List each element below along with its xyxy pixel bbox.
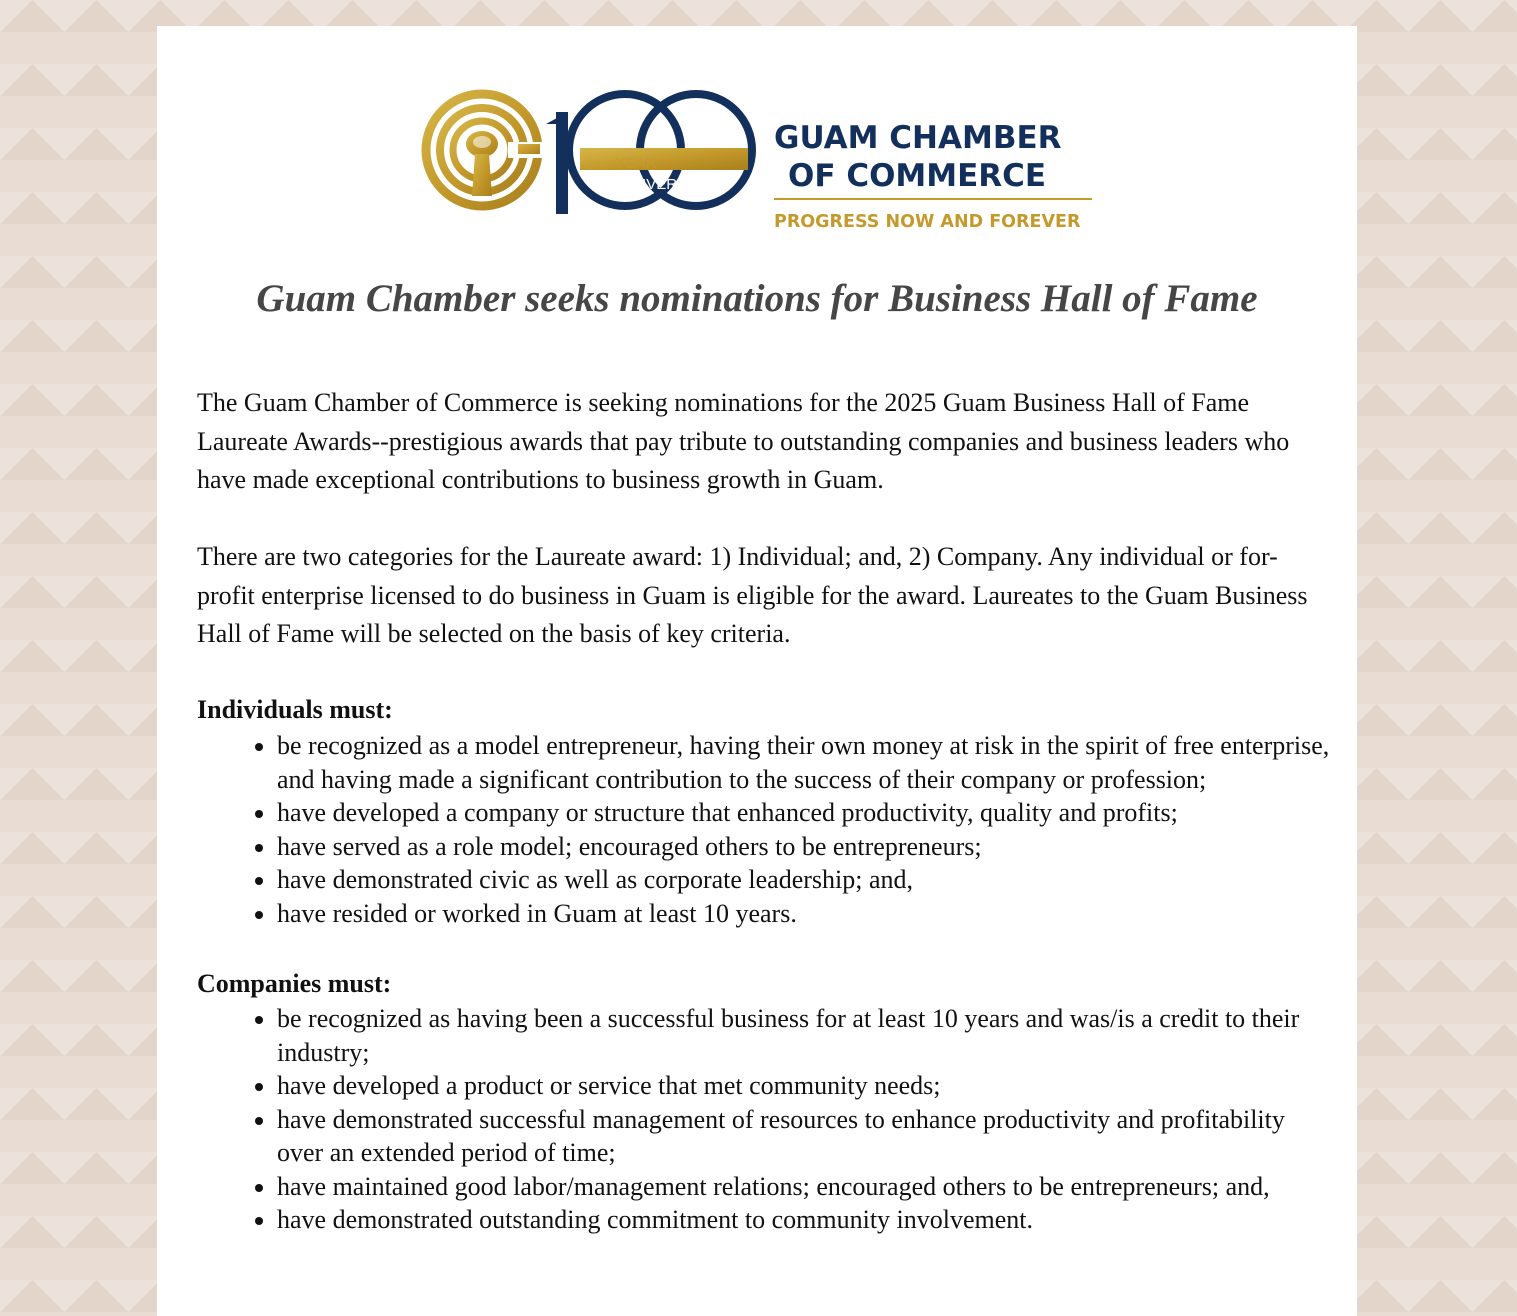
article-headline: Guam Chamber seeks nominations for Business Hall of Fame xyxy=(256,277,1258,320)
one-hundred-numerals xyxy=(546,94,752,214)
categories-paragraph: There are two categories for the Laureate award: 1) Individual; and, 2) Company. Any individual or for-profit enterprise licensed to do business in Guam is eligible for the award. Laureates to the Guam Business Hall of Fame will be selected on the basis of key criteria. xyxy=(197,542,1308,648)
logo-anniversary-text: ANNIVERSARY xyxy=(610,176,718,193)
list-item: • have served as a role model; encouraged others to be entrepreneurs; xyxy=(277,830,1337,864)
list-item: • have resided or worked in Guam at least 10 years. xyxy=(277,897,1337,931)
individuals-criteria-list xyxy=(237,729,1337,930)
list-item: • be recognized as a model entrepreneur, having their own money at risk in the spirit of free enterprise, and having made a significant contribution to the success of their company or profession; xyxy=(277,729,1337,796)
list-item: • have maintained good labor/management relations; encouraged others to be entrepreneurs; and, xyxy=(277,1170,1337,1204)
list-item: • have developed a company or structure that enhanced productivity, quality and profits; xyxy=(277,796,1337,830)
chamber-100-year-logo[interactable] xyxy=(420,84,1100,232)
list-item: • have demonstrated outstanding commitment to community involvement. xyxy=(277,1203,1337,1237)
companies-criteria-list xyxy=(237,1002,1337,1237)
logo-year-text: YEAR xyxy=(615,155,657,172)
logo-org-line2: OF COMMERCE xyxy=(788,158,1047,194)
logo-tagline: PROGRESS NOW AND FOREVER xyxy=(774,212,1081,232)
list-item: • be recognized as having been a successful business for at least 10 years and was/is a credit to their industry; xyxy=(277,1002,1337,1069)
newsletter-card xyxy=(157,26,1357,1316)
individuals-heading: Individuals must: xyxy=(197,695,393,724)
list-item: • have developed a product or service that met community needs; xyxy=(277,1069,1337,1103)
intro-paragraph: The Guam Chamber of Commerce is seeking nominations for the 2025 Guam Business Hall of Fame Laureate Awards--prestigious awards that pay tribute to outstanding companies and business leaders who have made exceptional contributions to business growth in Guam. xyxy=(197,388,1290,494)
gold-g-seal-icon xyxy=(426,94,548,206)
companies-heading: Companies must: xyxy=(197,969,392,998)
list-item: • have demonstrated successful management of resources to enhance productivity and profitability over an extended period of time; xyxy=(277,1103,1337,1170)
list-item: • have demonstrated civic as well as corporate leadership; and, xyxy=(277,863,1337,897)
logo-org-line1: GUAM CHAMBER xyxy=(774,120,1062,156)
